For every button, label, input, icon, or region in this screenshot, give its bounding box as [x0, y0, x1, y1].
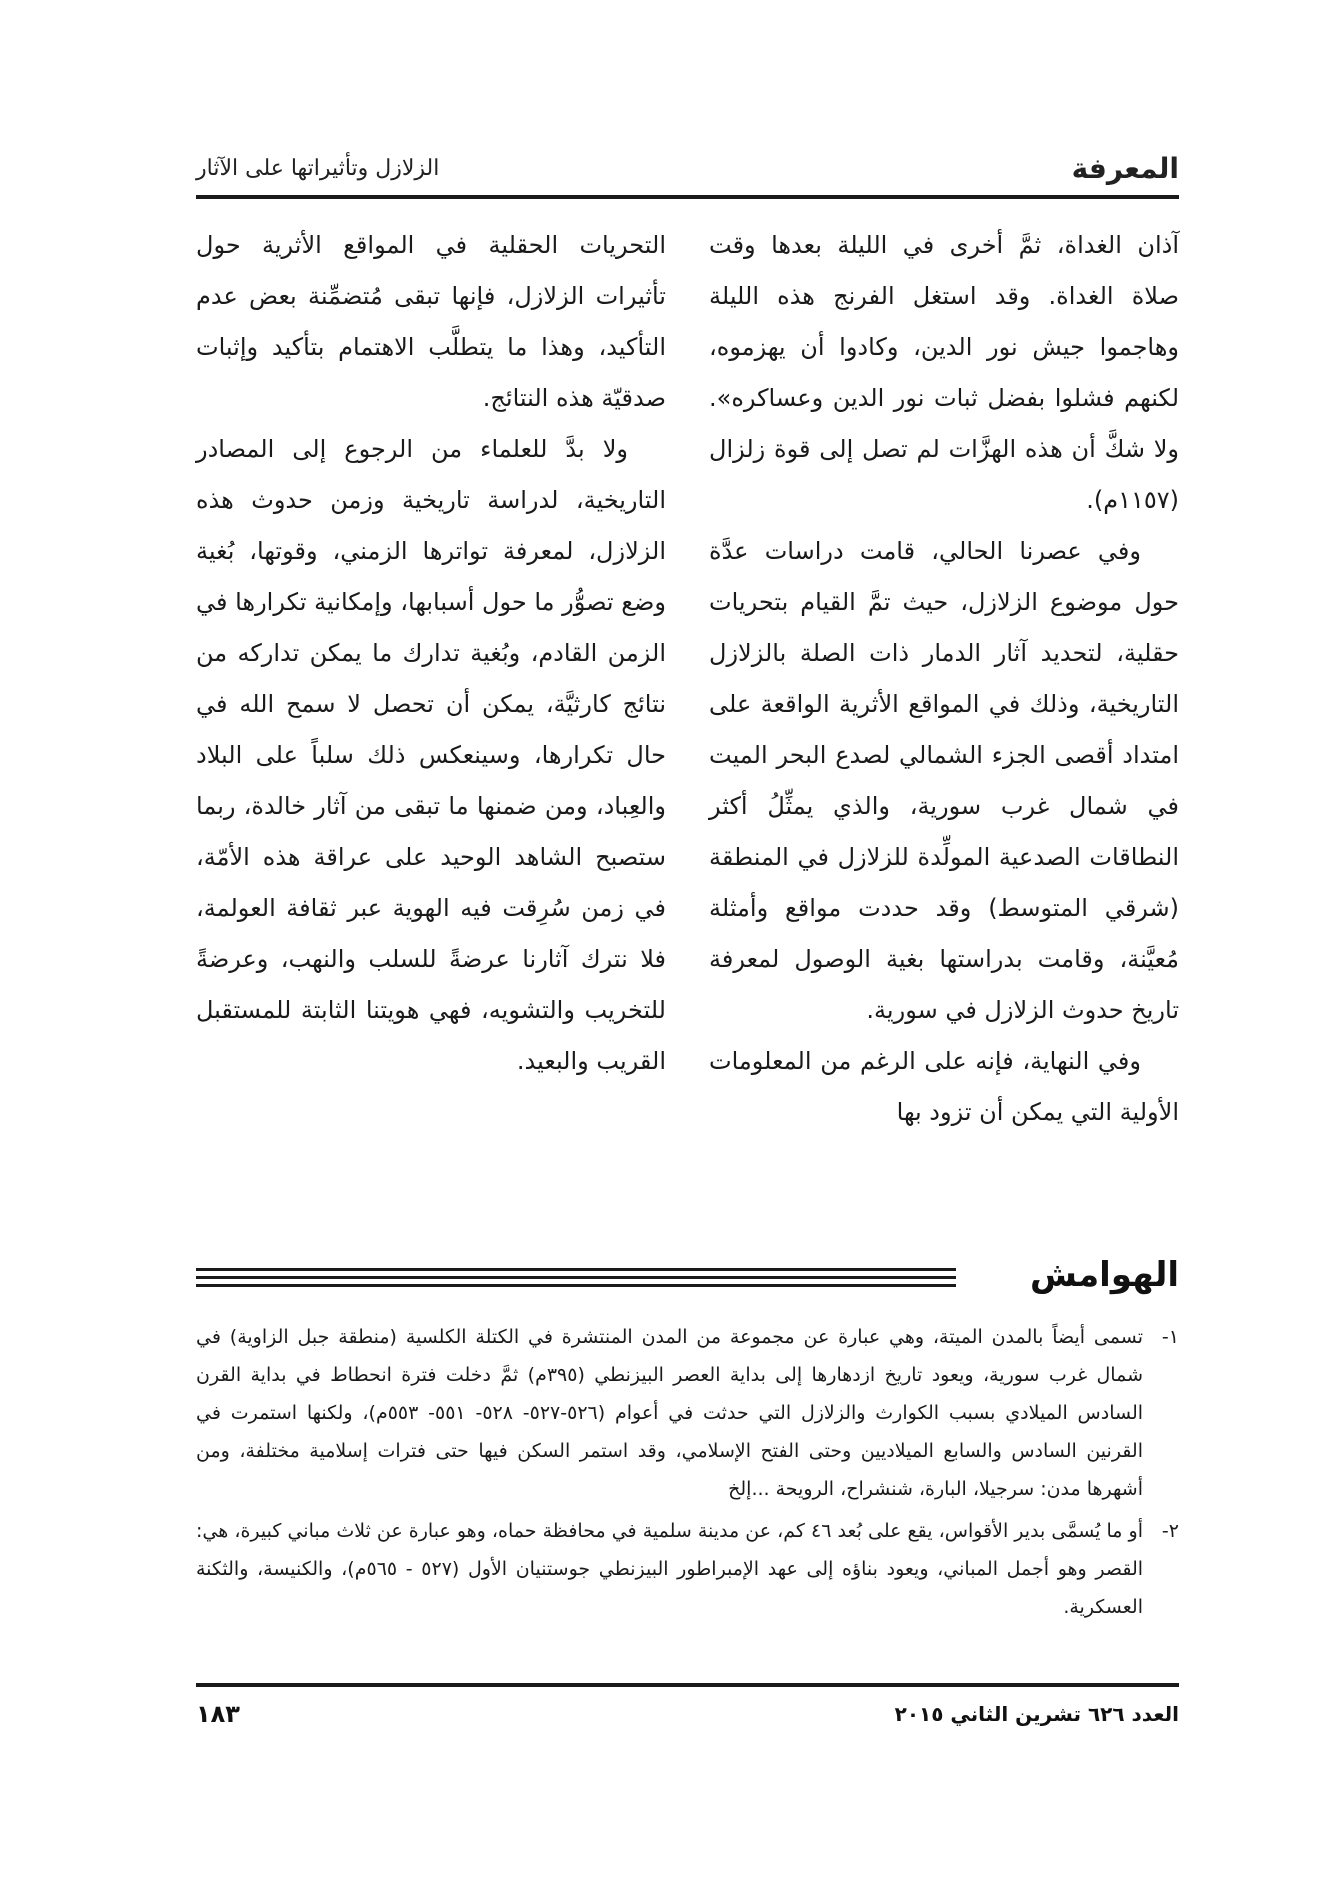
footnote — [196, 1512, 1179, 1626]
right-column — [709, 220, 1179, 1235]
footer-rule — [196, 1683, 1179, 1687]
footnote-number: ٢- — [1161, 1520, 1179, 1542]
paragraph: وفي النهاية، فإنه على الرغم من المعلومات الأولية التي يمكن أن تزود بها — [709, 1047, 1179, 1126]
page-number: ١٨٣ — [196, 1700, 240, 1728]
footnote — [196, 1318, 1179, 1508]
footnote-number: ١- — [1161, 1326, 1179, 1348]
left-column — [196, 220, 666, 1235]
footnotes-rule — [196, 1276, 956, 1279]
header-rule — [196, 195, 1179, 199]
magazine-logo: المعرفة — [1071, 152, 1179, 185]
paragraph: التحريات الحقلية في المواقع الأثرية حول تأثيرات الزلازل، فإنها تبقى مُتضمِّنة بعض عدم التأكيد، وهذا ما يتطلَّب الاهتمام بتأكيد وإثبات صدقيّة هذه النتائج. — [196, 231, 666, 412]
paragraph: آذان الغداة، ثمَّ أخرى في الليلة بعدها وقت صلاة الغداة. وقد استغل الفرنج هذه الليلة وهاجموا جيش نور الدين، وكادوا أن يهزموه، لكنهم فشلوا بفضل ثبات نور الدين وعساكره». ولا شكَّ أن هذه الهزَّات لم تصل إلى قوة زلزال (١١٥٧م). — [709, 231, 1179, 514]
article-body — [196, 220, 1179, 1235]
footnotes-rule — [196, 1268, 956, 1271]
footnote-text: أو ما يُسمَّى بدير الأقواس، يقع على بُعد ٤٦ كم، عن مدينة سلمية في محافظة حماه، وهو عبارة عن ثلاث مباني كبيرة، هي: القصر وهو أجمل المباني، ويعود بناؤه إلى عهد الإمبراطور البيزنطي جوستنيان الأول (٥٢٧ - ٥٦٥م)، والكنيسة، والثكنة العسكرية. — [196, 1520, 1144, 1618]
footnote-text: تسمى أيضاً بالمدن الميتة، وهي عبارة عن مجموعة من المدن المنتشرة في الكتلة الكلسية (منطقة جبل الزاوية) في شمال غرب سورية، ويعود تاريخ ازدهارها إلى بداية العصر البيزنطي (٣٩٥م) ثمَّ دخلت فترة انحطاط في بداية القرن السادس الميلادي بسبب الكوارث والزلازل التي حدثت في أعوام (٥٢٦-٥٢٧- ٥٢٨- ٥٥١- ٥٥٣م)، ولكنها استمرت في القرنين السادس والسابع الميلاديين وحتى الفتح الإسلامي، وقد استمر السكن فيها حتى فترات إسلامية مختلفة، ومن أشهرها مدن: سرجيلا، البارة، شنشراح، الرويحة ...إلخ — [196, 1326, 1144, 1500]
running-header — [196, 152, 1179, 192]
paragraph: وفي عصرنا الحالي، قامت دراسات عدَّة حول موضوع الزلازل، حيث تمَّ القيام بتحريات حقلية، لتحديد آثار الدمار ذات الصلة بالزلازل التاريخية، وذلك في المواقع الأثرية الواقعة على امتداد أقصى الجزء الشمالي لصدع البحر الميت في شمال غرب سورية، والذي يمثِّلُ أكثر النطاقات الصدعية المولِّدة للزلازل في المنطقة (شرقي المتوسط) وقد حددت مواقع وأمثلة مُعيَّنة، وقامت بدراستها بغية الوصول لمعرفة تاريخ حدوث الزلازل في سورية. — [709, 537, 1179, 1024]
footnotes-rule — [196, 1284, 956, 1287]
footnotes-header — [196, 1250, 1179, 1306]
paragraph: ولا بدَّ للعلماء من الرجوع إلى المصادر التاريخية، لدراسة تاريخية وزمن حدوث هذه الزلازل، لمعرفة تواترها الزمني، وقوتها، بُغية وضع تصوُّر ما حول أسبابها، وإمكانية تكرارها في الزمن القادم، وبُغية تدارك ما يمكن تداركه من نتائج كارثيَّة، يمكن أن تحصل لا سمح الله في حال تكرارها، وسينعكس ذلك سلباً على البلاد والعِباد، ومن ضمنها ما تبقى من آثار خالدة، ربما ستصبح الشاهد الوحيد على عراقة هذه الأمّة، في زمن سُرِقت فيه الهوية عبر ثقافة العولمة، فلا نترك آثارنا عرضةً للسلب والنهب، وعرضةً للتخريب والتشويه، فهي هويتنا الثابتة للمستقبل القريب والبعيد. — [196, 435, 666, 1075]
issue-info: العدد ٦٢٦ تشرين الثاني ٢٠١٥ — [894, 1702, 1179, 1726]
footnotes-list — [196, 1318, 1179, 1630]
footnotes-title: الهوامش — [1030, 1255, 1179, 1295]
article-running-title: الزلازل وتأثيراتها على الآثار — [196, 156, 440, 181]
